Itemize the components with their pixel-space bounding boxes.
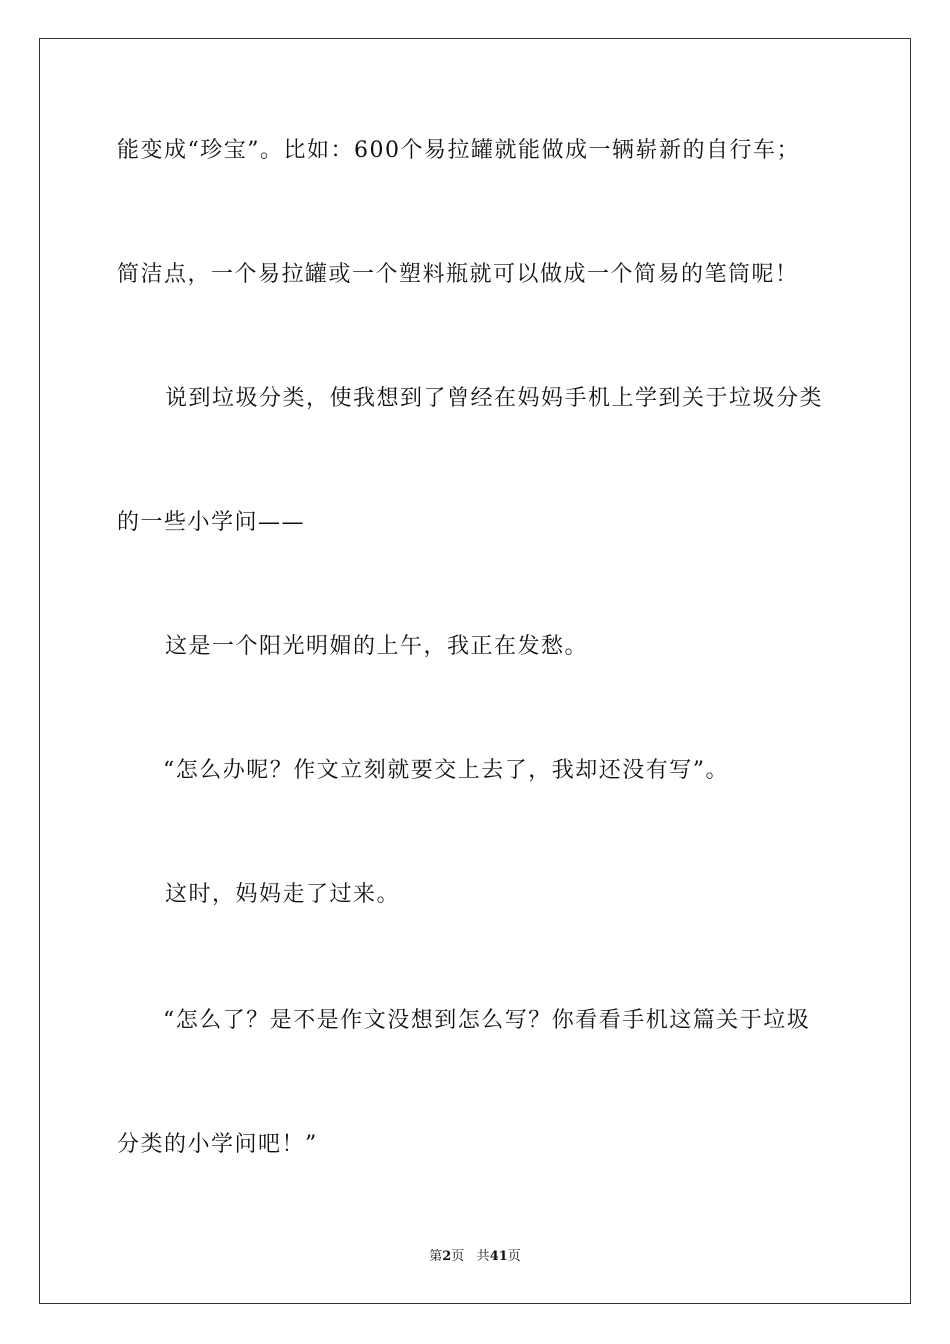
paragraph-line-7: 这时，妈妈走了过来。 bbox=[165, 882, 401, 907]
paragraph-line-9: 分类的小学问吧！” bbox=[117, 1132, 318, 1157]
page-border bbox=[39, 38, 911, 1304]
total-prefix: 共 bbox=[476, 1249, 490, 1264]
paragraph-line-1: 能变成“珍宝”。比如：600个易拉罐就能做成一辆崭新的自行车； bbox=[117, 138, 800, 163]
page-number: 2 bbox=[442, 1249, 452, 1264]
paragraph-line-6: “怎么办呢？作文立刻就要交上去了，我却还没有写”。 bbox=[163, 758, 729, 783]
paragraph-line-3: 说到垃圾分类，使我想到了曾经在妈妈手机上学到关于垃圾分类 bbox=[165, 386, 824, 411]
total-suffix: 页 bbox=[507, 1249, 521, 1264]
paragraph-line-2: 简洁点，一个易拉罐或一个塑料瓶就可以做成一个简易的笔筒呢！ bbox=[117, 262, 799, 287]
paragraph-line-8: “怎么了？是不是作文没想到怎么写？你看看手机这篇关于垃圾 bbox=[163, 1008, 811, 1033]
page-suffix: 页 bbox=[451, 1249, 465, 1264]
paragraph-line-5: 这是一个阳光明媚的上午，我正在发愁。 bbox=[165, 634, 589, 659]
total-pages: 41 bbox=[489, 1249, 508, 1264]
page-footer bbox=[0, 1248, 950, 1266]
paragraph-line-4: 的一些小学问—— bbox=[117, 510, 306, 535]
page-prefix: 第 bbox=[429, 1249, 443, 1264]
